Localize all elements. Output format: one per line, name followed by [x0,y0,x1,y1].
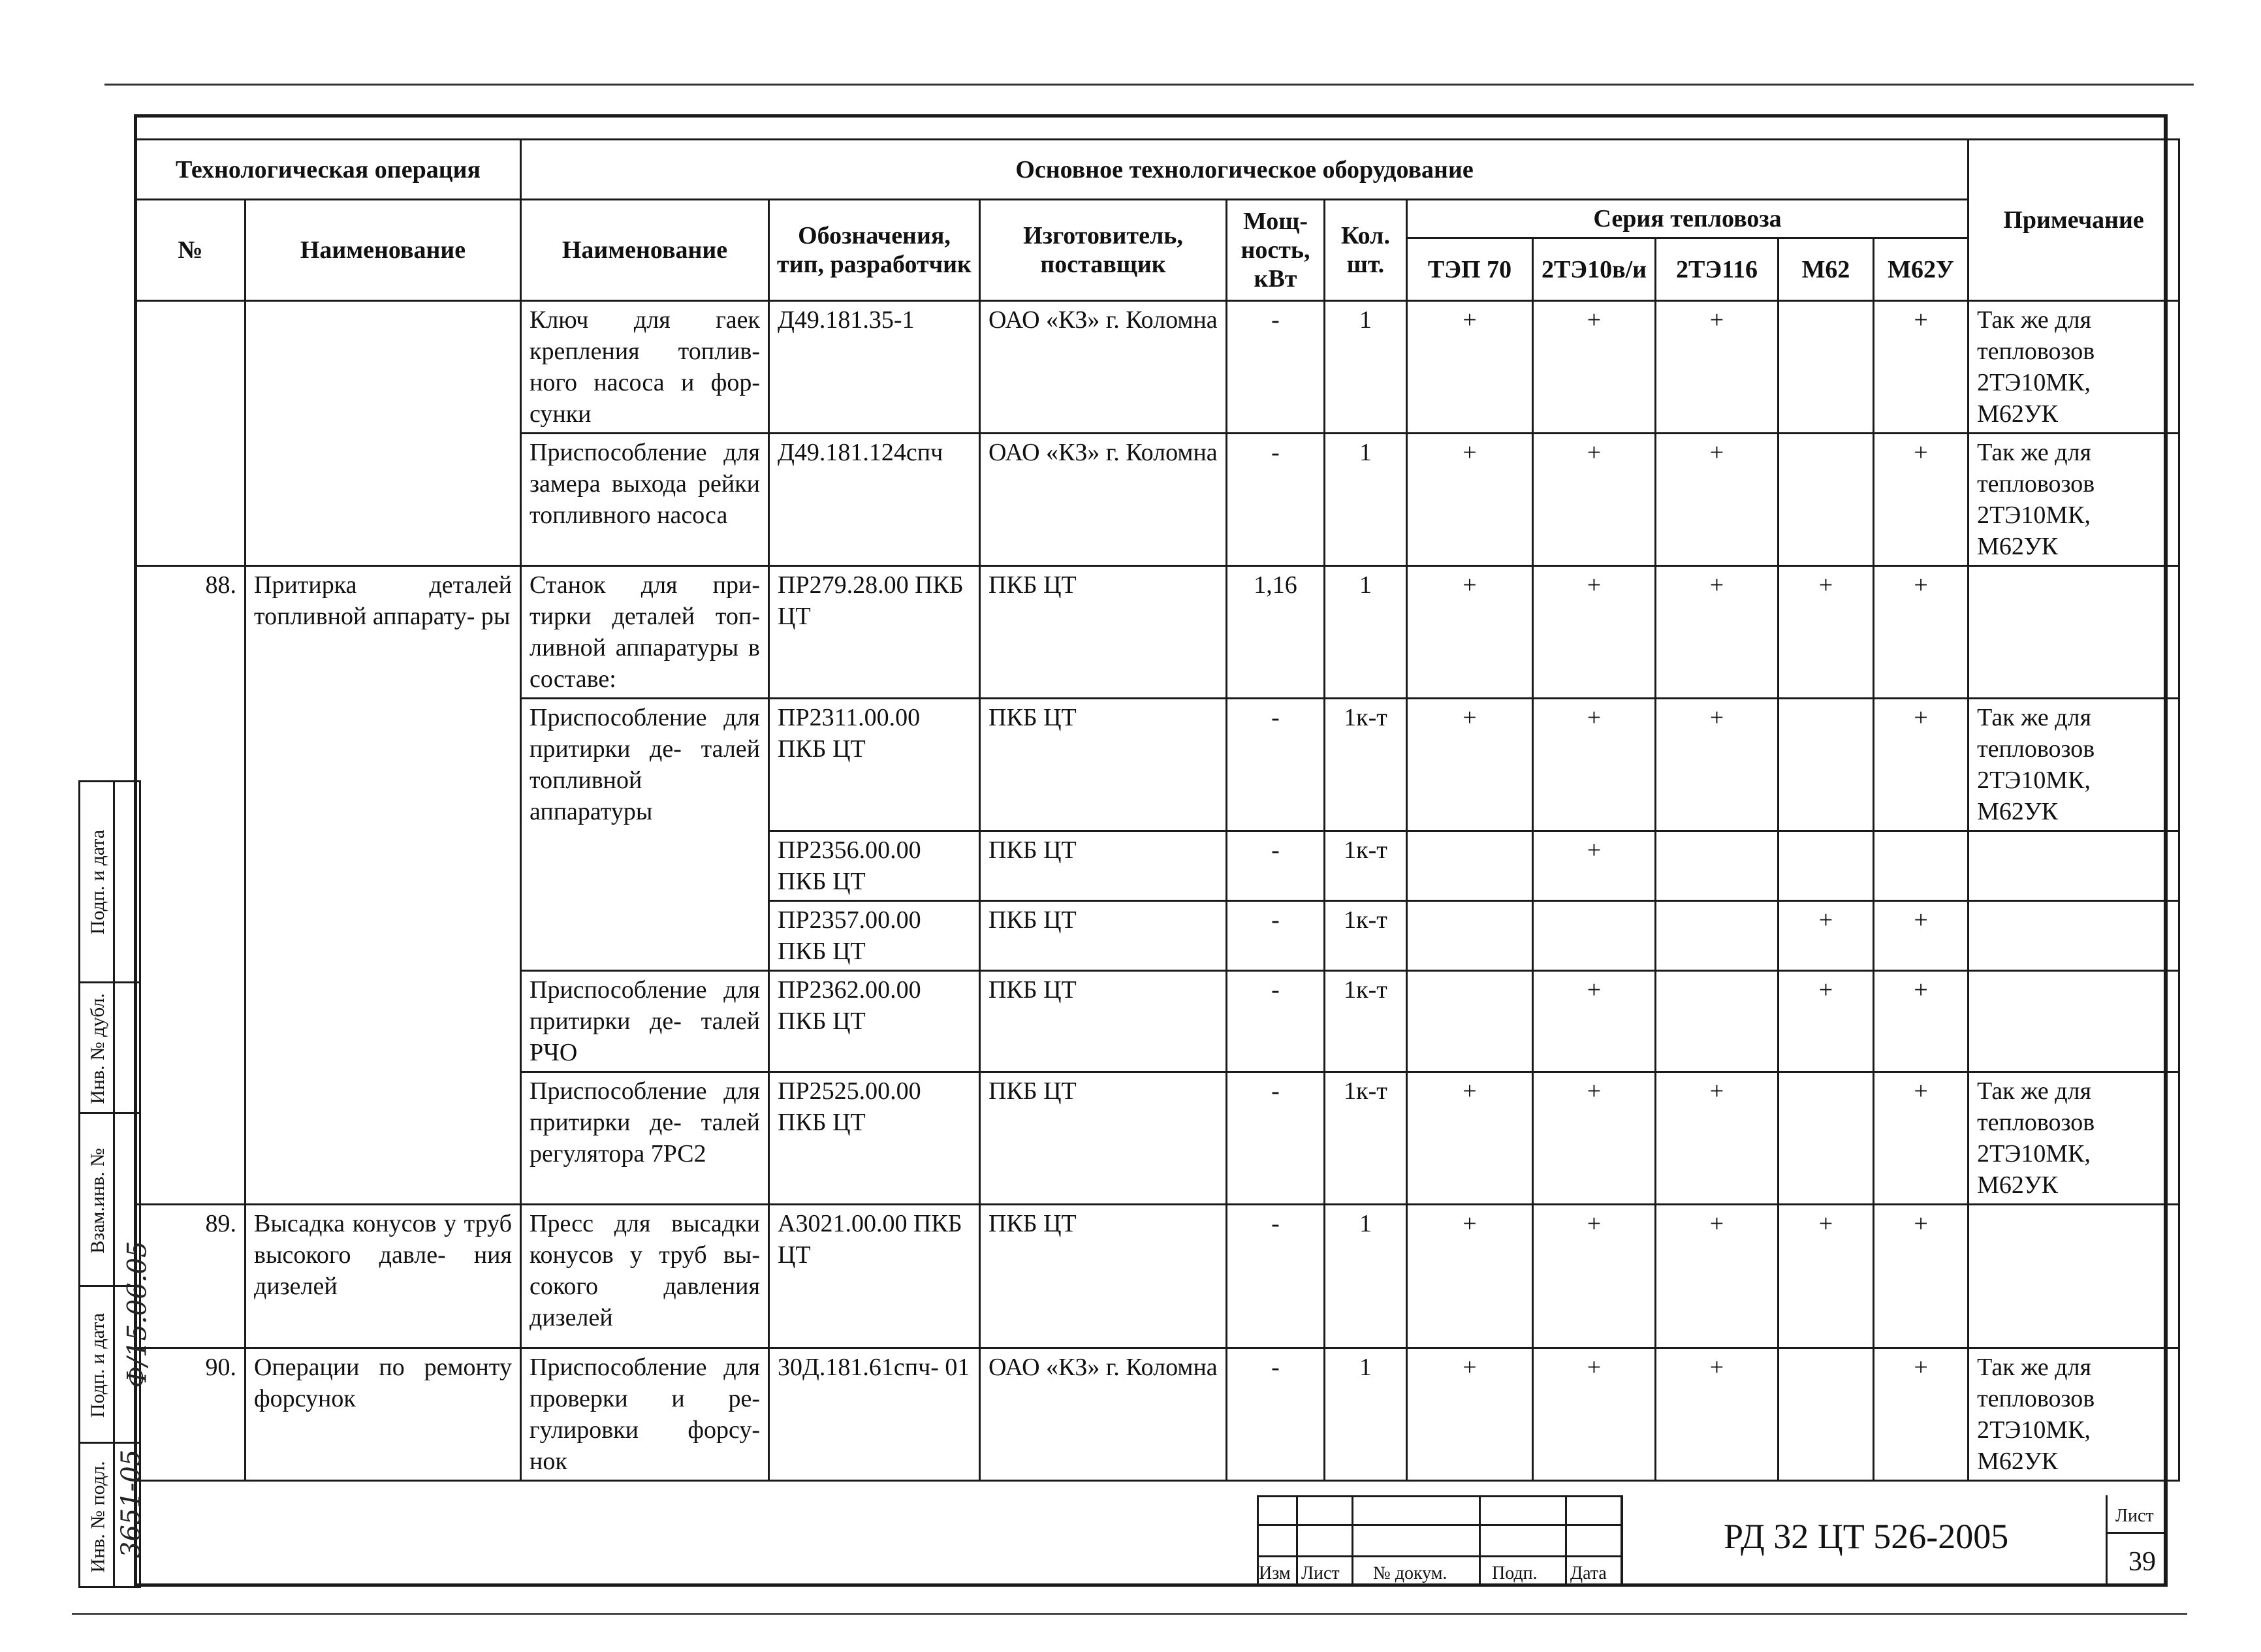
cell-num: 90. [136,1348,245,1481]
side-label: Взам.инв. № [87,1147,108,1254]
cell-qty: 1 [1325,434,1407,566]
cell-mfr: ПКБ ЦТ [980,1072,1227,1205]
cell-series: + [1874,901,1968,971]
cell-series [1779,301,1874,434]
header-series-col: М62 [1779,238,1874,301]
side-cell [80,782,139,981]
cell-mfr: ПКБ ЦТ [980,1205,1227,1348]
cell-qty: 1 [1325,1348,1407,1481]
cell-power: - [1227,831,1325,901]
cell-power: - [1227,301,1325,434]
header-eq-name: Наименование [521,200,769,301]
cell-eq: Приспособление для замера выхода рейки топливного насоса [521,434,769,566]
cell-power: - [1227,1205,1325,1348]
cell-series: + [1874,566,1968,699]
cell-series: + [1533,831,1656,901]
cell-series: + [1874,434,1968,566]
cell-series: + [1656,1072,1779,1205]
side-label: Подп. и дата [87,1312,108,1418]
header-num: № [136,200,245,301]
cell-note: Так же для тепловозов 2ТЭ10МК, М62УК [1968,1348,2179,1481]
table-row [136,1205,2179,1348]
cell-series: + [1874,1072,1968,1205]
stamp-line [1257,1555,1622,1557]
header-series: Серия тепловоза [1407,200,1968,238]
header-note: Примечание [1968,140,2179,301]
cell-power: - [1227,971,1325,1072]
stamp-line [1479,1495,1481,1587]
stamp-col-label: Подп. [1492,1563,1538,1583]
header-designation: Обозначения, тип, разработчик [769,200,980,301]
cell-series: + [1533,434,1656,566]
cell-series [1656,901,1779,971]
cell-des: ПР2356.00.00 ПКБ ЦТ [769,831,980,901]
cell-eq: Приспособление для притирки де- талей топливной аппаратуры [521,699,769,971]
cell-qty: 1к-т [1325,1072,1407,1205]
title-block [1257,1495,2171,1587]
cell-series: + [1407,1205,1533,1348]
cell-note: Так же для тепловозов 2ТЭ10МК, М62УК [1968,1072,2179,1205]
cell-series [1779,1348,1874,1481]
cell-note [1968,1205,2179,1348]
cell-series [1779,831,1874,901]
stamp-line [1565,1495,1567,1587]
cell-series: + [1656,301,1779,434]
stamp-col-label: Лист [1301,1563,1340,1583]
cell-power: - [1227,434,1325,566]
table-row [136,566,2179,699]
cell-series [1533,901,1656,971]
cell-des: ПР279.28.00 ПКБ ЦТ [769,566,980,699]
cell-series: + [1533,566,1656,699]
cell-note [1968,971,2179,1072]
cell-note [1968,831,2179,901]
cell-qty: 1 [1325,566,1407,699]
cell-op: Притирка деталей топливной аппарату- ры [245,566,521,1205]
side-cell [80,981,139,1114]
cell-series: + [1779,901,1874,971]
cell-mfr: ПКБ ЦТ [980,901,1227,971]
stamp-line [1257,1524,1622,1526]
cell-series: + [1533,971,1656,1072]
stamp-line [1257,1495,1622,1497]
cell-power: - [1227,1072,1325,1205]
cell-qty: 1 [1325,1205,1407,1348]
side-label: Подп. и дата [87,829,108,934]
cell-num: 88. [136,566,245,1205]
cell-series: + [1407,1072,1533,1205]
cell-des: ПР2311.00.00 ПКБ ЦТ [769,699,980,831]
cell-series: + [1407,566,1533,699]
cell-des: Д49.181.35-1 [769,301,980,434]
cell-mfr: ПКБ ЦТ [980,971,1227,1072]
cell-note [1968,901,2179,971]
cell-series [1407,971,1533,1072]
cell-series [1656,971,1779,1072]
table-row [136,1348,2179,1481]
cell-des: ПР2357.00.00 ПКБ ЦТ [769,901,980,971]
side-label: Инв. № подл. [87,1461,108,1573]
cell-mfr: ПКБ ЦТ [980,699,1227,831]
header-equipment: Основное технологическое оборудование [521,140,1968,200]
cell-mfr: ОАО «КЗ» г. Коломна [980,1348,1227,1481]
cell-note [1968,566,2179,699]
cell-eq: Пресс для высадки конусов у труб вы- сокого давления дизелей [521,1205,769,1348]
cell-series: + [1407,699,1533,831]
cell-note: Так же для тепловозов 2ТЭ10МК, М62УК [1968,434,2179,566]
cell-power: 1,16 [1227,566,1325,699]
stamp-line [2106,1532,2168,1534]
cell-qty: 1 [1325,301,1407,434]
stamp-col-label: № докум. [1373,1563,1447,1583]
cell-mfr: ОАО «КЗ» г. Коломна [980,434,1227,566]
cell-series: + [1533,1205,1656,1348]
handwritten-inventory-number: 3651-05 [116,1449,147,1559]
cell-series [1874,831,1968,901]
cell-series: + [1779,566,1874,699]
cell-series: + [1656,699,1779,831]
equipment-table [134,138,2180,1482]
handwritten-signature: Ф/15.06.05 [122,1241,153,1388]
cell-mfr: ПКБ ЦТ [980,831,1227,901]
document-code: РД 32 ЦТ 526-2005 [1724,1517,2009,1556]
cell-series [1407,831,1533,901]
cell-series: + [1656,434,1779,566]
cell-series: + [1656,1348,1779,1481]
cell-series: + [1874,699,1968,831]
cell-qty: 1к-т [1325,699,1407,831]
stamp-line [1296,1495,1298,1587]
cell-des: Д49.181.124спч [769,434,980,566]
cell-eq: Приспособление для проверки и ре- гулировки форсу- нок [521,1348,769,1481]
cell-des: ПР2362.00.00 ПКБ ЦТ [769,971,980,1072]
top-rule [104,84,2194,86]
header-series-col: ТЭП 70 [1407,238,1533,301]
cell-series: + [1656,1205,1779,1348]
cell-qty: 1к-т [1325,901,1407,971]
sheet-number: 39 [2128,1547,2156,1577]
cell-mfr: ПКБ ЦТ [980,566,1227,699]
side-label: Инв. № дубл. [87,993,108,1104]
cell-series: + [1533,699,1656,831]
cell-series: + [1779,971,1874,1072]
cell-des: 30Д.181.61спч- 01 [769,1348,980,1481]
cell-series [1407,901,1533,971]
cell-series: + [1407,301,1533,434]
table-row [136,301,2179,434]
cell-series: + [1407,434,1533,566]
cell-note: Так же для тепловозов 2ТЭ10МК, М62УК [1968,699,2179,831]
cell-series: + [1533,1348,1656,1481]
header-manufacturer: Изготовитель, поставщик [980,200,1227,301]
cell-series: + [1407,1348,1533,1481]
stamp-col-label: Дата [1570,1563,1607,1583]
cell-series: + [1874,301,1968,434]
cell-qty: 1к-т [1325,971,1407,1072]
cell-series: + [1533,301,1656,434]
cell-series: + [1874,971,1968,1072]
cell-note: Так же для тепловозов 2ТЭ10МК, М62УК [1968,301,2179,434]
header-series-col: 2ТЭ116 [1656,238,1779,301]
cell-series [1779,434,1874,566]
stamp-line [1621,1495,1623,1587]
cell-qty: 1к-т [1325,831,1407,901]
cell-des: А3021.00.00 ПКБ ЦТ [769,1205,980,1348]
cell-des: ПР2525.00.00 ПКБ ЦТ [769,1072,980,1205]
cell-op: Операции по ремонту форсунок [245,1348,521,1481]
cell-num [136,301,245,566]
cell-series: + [1874,1348,1968,1481]
bottom-rule [72,1613,2187,1615]
cell-series [1656,831,1779,901]
cell-series: + [1874,1205,1968,1348]
header-power: Мощ- ность, кВт [1227,200,1325,301]
header-tech-operation: Технологическая операция [136,140,521,200]
cell-power: - [1227,1348,1325,1481]
sheet-label: Лист [2115,1506,2154,1526]
cell-eq: Ключ для гаек крепления топлив- ного насоса и фор- сунки [521,301,769,434]
header-series-col: М62У [1874,238,1968,301]
header-qty: Кол. шт. [1325,200,1407,301]
stamp-line [2106,1495,2108,1587]
cell-power: - [1227,699,1325,831]
cell-series: + [1533,1072,1656,1205]
header-op-name: Наименование [245,200,521,301]
cell-eq: Станок для при- тирки деталей топ- ливной аппаратуры в составе: [521,566,769,699]
stamp-line [1352,1495,1353,1587]
cell-num: 89. [136,1205,245,1348]
cell-series: + [1656,566,1779,699]
cell-series [1779,699,1874,831]
cell-series [1779,1072,1874,1205]
cell-series: + [1779,1205,1874,1348]
cell-op [245,301,521,566]
cell-op: Высадка конусов у труб высокого давле- ния дизелей [245,1205,521,1348]
cell-eq: Приспособление для притирки де- талей регулятора 7РС2 [521,1072,769,1205]
cell-mfr: ОАО «КЗ» г. Коломна [980,301,1227,434]
cell-power: - [1227,901,1325,971]
cell-eq: Приспособление для притирки де- талей РЧО [521,971,769,1072]
header-series-col: 2ТЭ10в/и [1533,238,1656,301]
stamp-col-label: Изм [1259,1563,1291,1583]
